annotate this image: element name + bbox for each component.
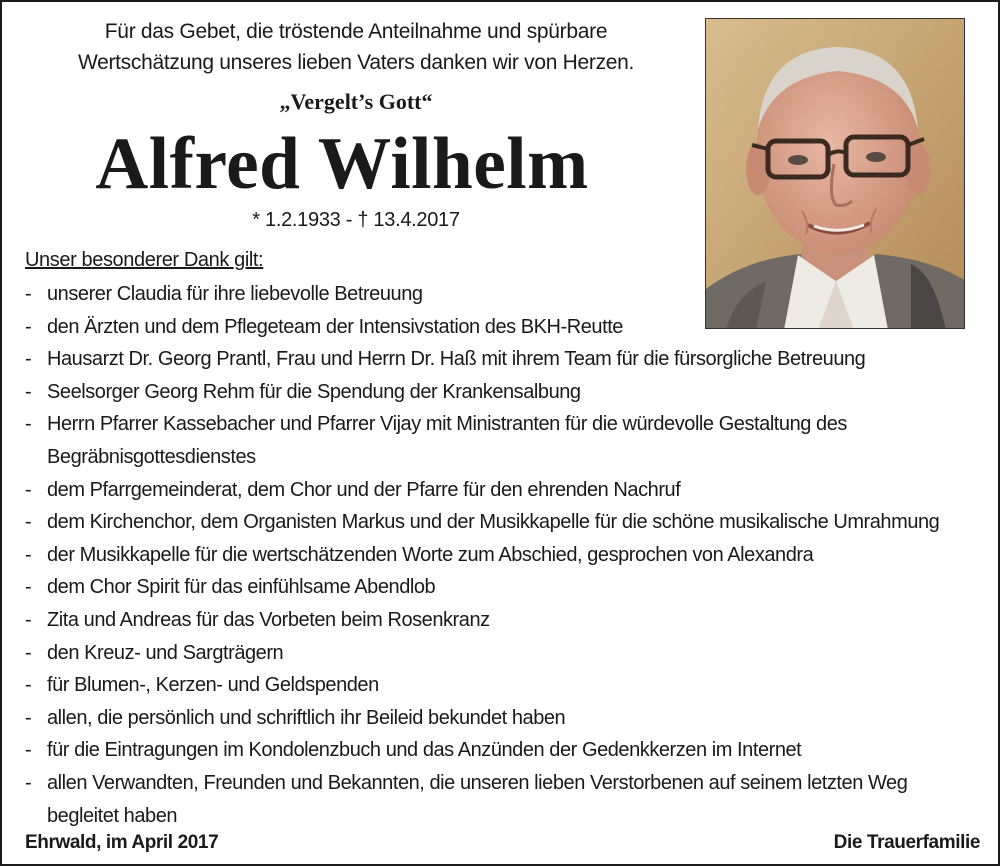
vergelts-gott: „Vergelt’s Gott“ <box>279 89 433 114</box>
life-dates: * 1.2.1933 - † 13.4.2017 <box>252 209 460 231</box>
deceased-name: Alfred Wilhelm <box>95 123 589 205</box>
list-item-text: Herrn Pfarrer Kassebacher und Pfarrer Vijay mit Ministranten für die würdevolle Gestaltung des Begräbnisgottesdienstes <box>47 413 847 468</box>
thanks-heading: Unser besonderer Dank gilt: <box>25 249 264 271</box>
list-dash: - <box>25 413 32 436</box>
list-item-text: unserer Claudia für ihre liebevolle Betreuung <box>47 283 423 305</box>
list-item <box>25 702 985 735</box>
list-item-text: Seelsorger Georg Rehm für die Spendung der Krankensalbung <box>47 380 581 403</box>
signature: Die Trauerfamilie <box>833 832 980 853</box>
list-dash: - <box>25 478 32 501</box>
list-item-text: dem Kirchenchor, dem Organisten Markus und der Musikkapelle für die schöne musikalische Umrahmung <box>47 511 940 534</box>
list-item-text: für die Eintragungen im Kondolenzbuch und das Anzünden der Gedenkkerzen im Internet <box>47 739 802 762</box>
list-dash: - <box>25 674 32 697</box>
list-item-text: allen, die persönlich und schriftlich ihr Beileid bekundet haben <box>47 706 566 729</box>
list-item-text: allen Verwandten, Freunden und Bekannten, die unseren lieben Verstorbenen auf seinem letzten Weg begleitet haben <box>47 771 908 827</box>
list-item <box>25 408 917 473</box>
place-and-date: Ehrwald, im April 2017 <box>25 832 219 853</box>
list-dash: - <box>25 739 32 762</box>
list-item <box>25 343 985 376</box>
list-item-text: Hausarzt Dr. Georg Prantl, Frau und Herrn Dr. Haß mit ihrem Team für die fürsorgliche Betreuung <box>47 348 866 371</box>
list-item <box>25 637 985 670</box>
list-dash: - <box>25 283 32 305</box>
list-item <box>25 734 985 767</box>
list-dash: - <box>25 543 32 566</box>
list-dash: - <box>25 380 32 403</box>
thanks-list <box>25 278 985 832</box>
list-dash: - <box>25 706 32 729</box>
list-item <box>25 539 985 572</box>
list-item <box>25 571 985 604</box>
list-item-text: den Kreuz- und Sargträgern <box>47 641 284 664</box>
list-dash: - <box>25 771 32 794</box>
list-item-text: für Blumen-, Kerzen- und Geldspenden <box>47 674 379 697</box>
list-dash: - <box>25 315 32 338</box>
list-item-text: der Musikkapelle für die wertschätzenden Worte zum Abschied, gesprochen von Alexandra <box>47 543 814 566</box>
list-dash: - <box>25 608 32 631</box>
list-item-text: den Ärzten und dem Pflegeteam der Intensivstation des BKH-Reutte <box>47 315 623 338</box>
list-dash: - <box>25 348 32 371</box>
list-dash: - <box>25 641 32 664</box>
list-dash: - <box>25 511 32 534</box>
list-item <box>25 767 982 832</box>
list-item-text: dem Pfarrgemeinderat, dem Chor und der Pfarre für den ehrenden Nachruf <box>47 478 681 501</box>
intro-line-1: Für das Gebet, die tröstende Anteilnahme und spürbare <box>104 20 608 43</box>
list-item <box>25 311 985 344</box>
list-item <box>25 474 985 507</box>
list-item-text: dem Chor Spirit für das einfühlsame Abendlob <box>47 576 436 599</box>
intro-text <box>20 16 692 78</box>
list-dash: - <box>25 576 32 599</box>
list-item <box>25 669 985 702</box>
intro-line-2: Wertschätzung unseres lieben Vaters danken wir von Herzen. <box>77 51 635 74</box>
list-item <box>25 506 985 539</box>
list-item <box>25 376 985 409</box>
list-item-text: Zita und Andreas für das Vorbeten beim Rosenkranz <box>47 608 490 631</box>
list-item <box>25 604 985 637</box>
list-item <box>25 278 985 311</box>
